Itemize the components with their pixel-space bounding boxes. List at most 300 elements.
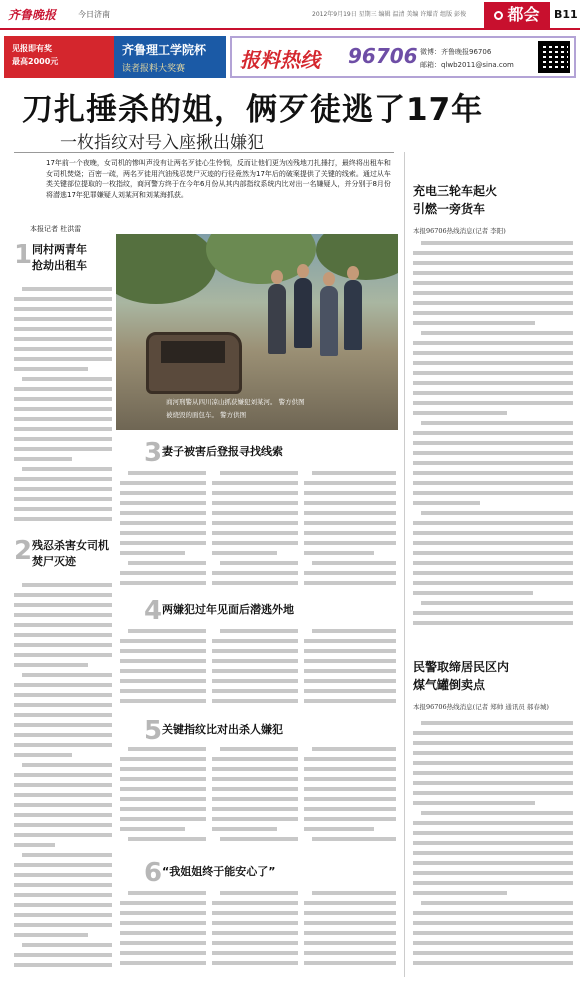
text-line xyxy=(212,744,298,754)
text-line xyxy=(413,748,573,758)
section-4-heading xyxy=(144,596,400,626)
text-line xyxy=(212,568,298,578)
text-line xyxy=(14,474,112,484)
sidebar-story-2-title-line-2: 煤气罐倒卖点 xyxy=(413,678,486,692)
text-line xyxy=(14,820,112,830)
text-line xyxy=(304,498,396,508)
text-line xyxy=(413,578,573,588)
text-line xyxy=(14,920,112,930)
text-line xyxy=(413,928,573,938)
text-line xyxy=(14,940,112,950)
divider xyxy=(14,152,394,153)
text-line xyxy=(14,690,112,700)
text-line xyxy=(120,814,206,824)
text-line xyxy=(14,950,112,960)
column-text xyxy=(212,744,298,850)
text-line xyxy=(413,498,573,508)
text-line xyxy=(14,760,112,770)
text-line xyxy=(14,910,112,920)
dateline: 2012年9月19日 星期三 编辑 温清 美编 许耀青 组版 彭俊 xyxy=(312,11,467,18)
text-line xyxy=(413,508,573,518)
text-line xyxy=(413,618,573,628)
column-text xyxy=(120,626,206,710)
text-line xyxy=(304,804,396,814)
masthead-logo: 齐鲁晚报 xyxy=(8,8,57,22)
text-line xyxy=(413,838,573,848)
text-line xyxy=(304,928,396,938)
prize-line-1: 见报即有奖 xyxy=(12,44,52,53)
burnt-van-image xyxy=(146,332,242,394)
person-figure xyxy=(344,280,362,350)
text-line xyxy=(14,800,112,810)
contact-info xyxy=(420,46,514,72)
text-line xyxy=(120,784,206,794)
text-line xyxy=(120,804,206,814)
hotline-ad xyxy=(230,36,576,78)
photo-caption-1: 商河刑警从四川凉山抓获嫌犯刘某河。 警方供图 xyxy=(166,398,305,406)
text-line xyxy=(212,928,298,938)
text-line xyxy=(120,518,206,528)
text-line xyxy=(413,268,573,278)
text-line xyxy=(14,384,112,394)
text-line xyxy=(14,750,112,760)
text-line xyxy=(413,818,573,828)
text-line xyxy=(120,468,206,478)
news-photo xyxy=(116,234,398,430)
text-line xyxy=(14,670,112,680)
text-line xyxy=(120,568,206,578)
text-line xyxy=(304,744,396,754)
text-line xyxy=(413,768,573,778)
qr-code-icon xyxy=(538,41,570,73)
text-line xyxy=(14,850,112,860)
text-line xyxy=(120,558,206,568)
section-title-line-2: 抢劫出租车 xyxy=(32,259,87,272)
text-line xyxy=(304,764,396,774)
text-line xyxy=(413,588,573,598)
text-line xyxy=(212,754,298,764)
text-line xyxy=(120,794,206,804)
hotline-number: 96706 xyxy=(348,44,418,68)
text-line xyxy=(120,676,206,686)
article-byline: 本报记者 杜洪雷 xyxy=(30,225,82,233)
text-line xyxy=(212,696,298,706)
text-line xyxy=(212,898,298,908)
section-title: “我姐姐终于能安心了” xyxy=(162,865,276,878)
text-line xyxy=(413,948,573,958)
text-line xyxy=(413,788,573,798)
contest-ad xyxy=(114,36,226,78)
text-line xyxy=(304,814,396,824)
section-5-heading xyxy=(144,716,400,746)
text-line xyxy=(212,824,298,834)
text-line xyxy=(304,958,396,968)
text-line xyxy=(14,404,112,414)
text-line xyxy=(413,828,573,838)
text-line xyxy=(304,918,396,928)
text-line xyxy=(14,374,112,384)
text-line xyxy=(212,498,298,508)
text-line xyxy=(14,870,112,880)
text-line xyxy=(120,938,206,948)
text-line xyxy=(304,754,396,764)
text-line xyxy=(413,448,573,458)
column-text xyxy=(212,626,298,710)
text-line xyxy=(14,454,112,464)
text-line xyxy=(212,908,298,918)
section-2-heading xyxy=(14,536,114,576)
text-line xyxy=(304,824,396,834)
section-title xyxy=(32,538,109,570)
text-line xyxy=(304,528,396,538)
column-text xyxy=(413,238,573,628)
text-line xyxy=(14,334,112,344)
text-line xyxy=(120,774,206,784)
text-line xyxy=(304,636,396,646)
text-line xyxy=(304,696,396,706)
section-title xyxy=(32,242,87,274)
article-subhead: 一枚指纹对号入座揪出嫌犯 xyxy=(60,133,264,153)
text-line xyxy=(413,378,573,388)
person-figure xyxy=(268,284,286,354)
text-line xyxy=(413,598,573,608)
text-line xyxy=(413,558,573,568)
text-line xyxy=(413,408,573,418)
text-line xyxy=(120,538,206,548)
text-line xyxy=(14,840,112,850)
text-line xyxy=(14,710,112,720)
section-title-line-2: 焚尸灭迹 xyxy=(32,555,76,568)
article-lead: 17年前一个夜晚，女司机的惨叫声没有让两名歹徒心生怜悯，反而让他们更为凶残地刀扎捶打，最终将出租车和女司机焚烧；百密一疏，两名歹徒用汽油残忍焚尸灭迹的行径竟然为17年后的破案提供了关键的线索。通过从车类关键部位提取的一枚指纹，商河警方终于在今年6月份从其内部指纹系统内比对出一名嫌疑人，并分别于8月份将潜逃17年犯罪嫌疑人刘某河和刘某海抓获。 xyxy=(46,159,391,199)
text-line xyxy=(413,888,573,898)
text-line xyxy=(14,464,112,474)
text-line xyxy=(212,656,298,666)
text-line xyxy=(212,538,298,548)
text-line xyxy=(14,700,112,710)
text-line xyxy=(413,478,573,488)
text-line xyxy=(304,784,396,794)
text-line xyxy=(304,834,396,844)
text-line xyxy=(413,338,573,348)
text-line xyxy=(120,928,206,938)
text-line xyxy=(14,434,112,444)
text-line xyxy=(14,294,112,304)
text-line xyxy=(120,548,206,558)
text-line xyxy=(413,868,573,878)
sidebar-story-2-title-line-1: 民警取缔居民区内 xyxy=(413,660,510,674)
text-line xyxy=(14,740,112,750)
text-line xyxy=(14,424,112,434)
text-line xyxy=(14,580,112,590)
text-line xyxy=(304,656,396,666)
section-title: 两嫌犯过年见面后潜逃外地 xyxy=(162,603,294,616)
text-line xyxy=(212,784,298,794)
text-line xyxy=(212,888,298,898)
text-line xyxy=(120,764,206,774)
section-number: 3 xyxy=(144,438,163,468)
text-line xyxy=(14,680,112,690)
text-line xyxy=(413,728,573,738)
section-1-heading xyxy=(14,240,114,280)
text-line xyxy=(304,646,396,656)
column-text xyxy=(413,718,573,973)
text-line xyxy=(120,666,206,676)
prize-ad xyxy=(4,36,114,78)
text-line xyxy=(14,810,112,820)
text-line xyxy=(14,780,112,790)
sidebar-story-1-title-line-2: 引燃一旁货车 xyxy=(413,202,486,216)
text-line xyxy=(212,948,298,958)
text-line xyxy=(413,908,573,918)
text-line xyxy=(14,880,112,890)
text-line xyxy=(304,518,396,528)
text-line xyxy=(120,958,206,968)
text-line xyxy=(120,888,206,898)
text-line xyxy=(212,636,298,646)
text-line xyxy=(120,646,206,656)
text-line xyxy=(413,488,573,498)
column-text xyxy=(212,468,298,588)
text-line xyxy=(413,288,573,298)
text-line xyxy=(14,600,112,610)
edition-label: 今日济南 xyxy=(78,10,110,19)
text-line xyxy=(212,794,298,804)
text-line xyxy=(413,358,573,368)
text-line xyxy=(212,488,298,498)
column-text xyxy=(120,468,206,588)
text-line xyxy=(304,488,396,498)
text-line xyxy=(14,414,112,424)
text-line xyxy=(120,528,206,538)
text-line xyxy=(413,458,573,468)
person-figure xyxy=(294,278,312,348)
text-line xyxy=(212,666,298,676)
text-line xyxy=(14,610,112,620)
text-line xyxy=(14,484,112,494)
text-line xyxy=(413,718,573,728)
text-line xyxy=(14,354,112,364)
text-line xyxy=(120,656,206,666)
text-line xyxy=(120,498,206,508)
text-line xyxy=(413,278,573,288)
text-line xyxy=(304,468,396,478)
contact-email: 邮箱：qlwb2011@sina.com xyxy=(420,61,514,69)
text-line xyxy=(413,848,573,858)
text-line xyxy=(413,468,573,478)
text-line xyxy=(413,438,573,448)
bell-icon xyxy=(494,11,503,20)
text-line xyxy=(212,686,298,696)
contact-weibo: 微博：齐鲁晚报96706 xyxy=(420,48,492,56)
text-line xyxy=(212,468,298,478)
text-line xyxy=(14,324,112,334)
text-line xyxy=(304,558,396,568)
text-line xyxy=(304,908,396,918)
text-line xyxy=(14,900,112,910)
text-line xyxy=(14,630,112,640)
text-line xyxy=(120,918,206,928)
text-line xyxy=(212,508,298,518)
section-title-line-1: 同村两青年 xyxy=(32,243,87,256)
text-line xyxy=(212,558,298,568)
sidebar-story-2-title xyxy=(413,658,509,694)
text-line xyxy=(120,948,206,958)
text-line xyxy=(212,958,298,968)
text-line xyxy=(413,798,573,808)
text-line xyxy=(212,478,298,488)
text-line xyxy=(120,744,206,754)
text-line xyxy=(304,538,396,548)
text-line xyxy=(14,960,112,970)
text-line xyxy=(413,738,573,748)
text-line xyxy=(14,620,112,630)
text-line xyxy=(413,898,573,908)
section-title-line-1: 残忍杀害女司机 xyxy=(32,539,109,552)
column-text xyxy=(304,626,396,710)
column-text xyxy=(304,468,396,588)
text-line xyxy=(413,348,573,358)
text-line xyxy=(304,578,396,588)
contest-title: 齐鲁理工学院杯 xyxy=(122,43,207,57)
text-line xyxy=(212,626,298,636)
text-line xyxy=(413,938,573,948)
column-text xyxy=(120,744,206,850)
section-tab xyxy=(484,2,550,28)
text-line xyxy=(14,650,112,660)
text-line xyxy=(212,528,298,538)
text-line xyxy=(212,578,298,588)
text-line xyxy=(304,626,396,636)
section-3-heading xyxy=(144,438,400,468)
text-line xyxy=(413,308,573,318)
prize-line-2: 最高2000元 xyxy=(12,57,59,66)
text-line xyxy=(120,686,206,696)
text-line xyxy=(14,830,112,840)
text-line xyxy=(14,930,112,940)
text-line xyxy=(304,938,396,948)
text-line xyxy=(304,794,396,804)
tree-shape xyxy=(116,234,216,304)
text-line xyxy=(212,918,298,928)
text-line xyxy=(413,428,573,438)
text-line xyxy=(14,770,112,780)
text-line xyxy=(120,908,206,918)
page-header xyxy=(0,0,580,30)
text-line xyxy=(413,368,573,378)
text-line xyxy=(304,888,396,898)
text-line xyxy=(304,548,396,558)
text-line xyxy=(413,858,573,868)
photo-caption-2: 被烧毁的面包车。 警方供图 xyxy=(166,411,247,419)
text-line xyxy=(413,778,573,788)
column-text xyxy=(304,888,396,976)
text-line xyxy=(14,640,112,650)
text-line xyxy=(413,958,573,968)
contest-subtitle: 读者报料大奖赛 xyxy=(122,64,186,74)
sidebar-story-2-byline: 本报96706热线消息(记者 郑帅 通讯员 郝春城) xyxy=(413,703,549,711)
text-line xyxy=(120,754,206,764)
text-line xyxy=(304,686,396,696)
text-line xyxy=(413,258,573,268)
text-line xyxy=(212,548,298,558)
column-text xyxy=(14,284,112,524)
text-line xyxy=(14,364,112,374)
text-line xyxy=(14,730,112,740)
text-line xyxy=(14,284,112,294)
text-line xyxy=(14,304,112,314)
text-line xyxy=(120,578,206,588)
text-line xyxy=(413,388,573,398)
text-line xyxy=(212,834,298,844)
text-line xyxy=(413,878,573,888)
text-line xyxy=(14,860,112,870)
text-line xyxy=(120,834,206,844)
text-line xyxy=(304,774,396,784)
text-line xyxy=(212,646,298,656)
section-label: 都会 xyxy=(507,5,540,24)
text-line xyxy=(413,528,573,538)
text-line xyxy=(120,626,206,636)
text-line xyxy=(120,508,206,518)
text-line xyxy=(304,898,396,908)
text-line xyxy=(14,314,112,324)
text-line xyxy=(212,518,298,528)
text-line xyxy=(413,568,573,578)
person-figure xyxy=(320,286,338,356)
text-line xyxy=(14,590,112,600)
text-line xyxy=(14,720,112,730)
text-line xyxy=(14,890,112,900)
section-number: 5 xyxy=(144,716,163,746)
hotline-title: 报料热线 xyxy=(240,48,320,72)
section-number: 1 xyxy=(14,240,33,270)
section-number: 4 xyxy=(144,596,163,626)
page-number: B11 xyxy=(554,8,578,21)
section-6-heading xyxy=(144,858,400,888)
section-number: 6 xyxy=(144,858,163,888)
sidebar-story-1-title-line-1: 充电三轮车起火 xyxy=(413,184,498,198)
text-line xyxy=(14,394,112,404)
text-line xyxy=(304,676,396,686)
text-line xyxy=(413,518,573,528)
text-line xyxy=(413,918,573,928)
text-line xyxy=(413,808,573,818)
text-line xyxy=(212,764,298,774)
text-line xyxy=(14,494,112,504)
text-line xyxy=(14,514,112,524)
text-line xyxy=(304,508,396,518)
text-line xyxy=(212,938,298,948)
text-line xyxy=(120,898,206,908)
text-line xyxy=(14,790,112,800)
section-title: 妻子被害后登报寻找线索 xyxy=(162,445,283,458)
text-line xyxy=(413,548,573,558)
sidebar-story-1-byline: 本报96706热线消息(记者 李阳) xyxy=(413,227,506,235)
ad-banner xyxy=(4,36,576,78)
text-line xyxy=(413,538,573,548)
text-line xyxy=(120,478,206,488)
text-line xyxy=(413,298,573,308)
sidebar-column xyxy=(404,152,576,977)
text-line xyxy=(304,948,396,958)
text-line xyxy=(413,398,573,408)
article-headline: 刀扎捶杀的姐，俩歹徒逃了17年 xyxy=(22,92,484,128)
text-line xyxy=(120,696,206,706)
text-line xyxy=(304,666,396,676)
text-line xyxy=(212,676,298,686)
column-text xyxy=(212,888,298,976)
text-line xyxy=(304,568,396,578)
